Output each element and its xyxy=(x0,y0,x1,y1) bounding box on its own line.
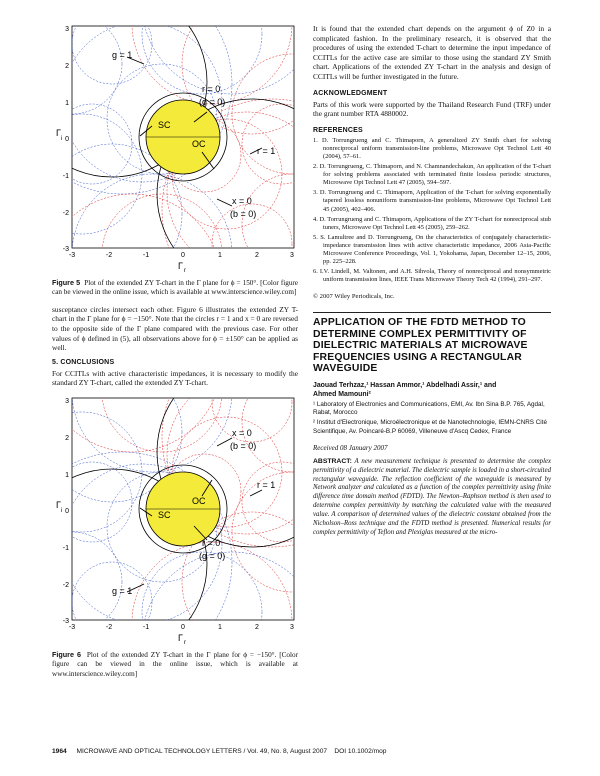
x-tick: -1 xyxy=(142,623,150,631)
x-axis-label: Γ xyxy=(178,632,183,643)
reference-item: 4. D. Torrungrueng and C. Thimaporn, Applications of the ZY T-chart for nonreciprocal stub tuners, Microwave Opt Technol Lett 45 (2005), 259–262. xyxy=(313,215,551,231)
annotation-oc: OC xyxy=(192,495,206,506)
authors-line-2: Ahmed Mamouni² xyxy=(313,390,371,398)
x-tick: -3 xyxy=(68,252,76,259)
annotation-g1: g = 1 xyxy=(112,585,133,596)
doi: DOI 10.1002/mop xyxy=(334,748,387,755)
acknowledgment-text: Parts of this work were supported by the Thailand Research Fund (TRF) under the grant number RTA 4880002. xyxy=(313,99,551,119)
y-tick: 1 xyxy=(65,471,69,479)
y-tick: -1 xyxy=(62,173,69,180)
y-tick: -3 xyxy=(62,246,69,253)
x-tick: 0 xyxy=(181,623,185,631)
journal-name: MICROWAVE AND OPTICAL TECHNOLOGY LETTERS / Vol. 49, No. 8, August 2007 xyxy=(76,748,328,755)
y-tick: -2 xyxy=(62,581,69,589)
references-heading: REFERENCES xyxy=(313,126,363,134)
x-tick: -2 xyxy=(105,623,113,631)
references-list xyxy=(313,137,551,285)
figure-5-caption xyxy=(52,278,298,298)
annotation-g0: (g = 0) xyxy=(199,550,226,561)
left-column xyxy=(52,24,298,679)
y-tick: -3 xyxy=(62,617,69,625)
x-tick: 2 xyxy=(255,623,259,631)
received-date: Received 08 January 2007 xyxy=(313,443,388,452)
left-paragraph: susceptance circles intersect each other. Figure 6 illustrates the extended ZY T-chart in the Γ plane for ϕ = −150°. Note that the circles r = 1 and x = 0 are reversed to the opposite side of the Γ plane compared with the previous case. For other values of ϕ defined in (5), all observations above for ϕ = ±150° can be applied as well. xyxy=(52,304,298,353)
reference-item: 5. S. Lamultree and D. Torrungrueng, On the characteristics of conjugately characteristic-impedance transmission lines with active characteristic impedance, 2006 Asia-Pacific Microwave Conference Proceedings, Vol. 1, Yokohama, Japan, December 12–15, 2006, pp. 225–228. xyxy=(313,233,551,266)
article-divider xyxy=(313,312,551,313)
annotation-b0: (b = 0) xyxy=(230,209,257,219)
y-tick: 1 xyxy=(65,100,69,107)
copyright: © 2007 Wiley Periodicals, Inc. xyxy=(313,293,395,301)
x-axis-label: Γ xyxy=(178,261,183,271)
right-paragraph: It is found that the extended chart depends on the argument ϕ of Z0 in a complicated fashion. In the preliminary research, it is observed that the procedures of using the extended T-chart to determine the input impedance of CCITLs for the active case are similar to those using the standard ZY Smith chart. Applications of the extended ZY T-chart in the analysis and design of CCITLs will be further investigated in the future. xyxy=(313,24,551,81)
y-axis-sub: i xyxy=(61,136,63,142)
y-tick: -2 xyxy=(62,210,69,217)
article-title: APPLICATION OF THE FDTD METHOD TO DETERMINE COMPLEX PERMITTIVITY OF DIELECTRIC MATERIALS AT MICROWAVE FREQUENCIES USING A RECTANGULAR WAVEGUIDE xyxy=(313,316,528,375)
page-footer xyxy=(52,748,552,755)
x-tick: 1 xyxy=(218,623,222,631)
figure-6-chart xyxy=(52,396,298,646)
x-axis-sub: r xyxy=(184,268,186,274)
y-tick: 0 xyxy=(65,136,69,143)
figure-5-chart xyxy=(52,24,298,274)
annotation-r1: r = 1 xyxy=(257,479,276,490)
annotation-r0: r = 0 xyxy=(202,537,221,548)
annotation-g1: g = 1 xyxy=(112,50,133,60)
figure-5 xyxy=(52,24,298,274)
y-axis-sub: i xyxy=(61,507,63,514)
y-tick: 3 xyxy=(65,397,69,405)
y-tick: -1 xyxy=(62,544,69,552)
right-column xyxy=(313,24,551,538)
x-tick: 1 xyxy=(218,252,222,259)
annotation-r0: r = 0 xyxy=(202,84,221,94)
figure-6-caption-label: Figure 6 xyxy=(52,649,82,659)
y-tick: 2 xyxy=(65,63,69,70)
x-tick: 3 xyxy=(290,252,294,259)
x-axis-sub: r xyxy=(184,639,186,646)
conclusions-heading: 5. CONCLUSIONS xyxy=(52,358,115,366)
abstract xyxy=(313,458,551,538)
x-tick: -1 xyxy=(142,252,150,259)
authors-line-1: Jaouad Terhzaz,¹ Hassan Ammor,¹ Abdelhadi Assir,¹ and xyxy=(313,381,497,389)
affiliation-1: ¹ Laboratory of Electronics and Communications, EMI, Av. Ibn Sina B.P. 765, Agdal, Rabat, Morocco xyxy=(313,400,545,417)
reference-item: 3. D. Torrungrueng and C. Thimaporn, Application of the T-chart for solving exponentially tapered lossless nonuniform transmission-line problems, Microwave Opt Technol Lett 45 (2005), 402–406. xyxy=(313,189,551,213)
x-tick: 2 xyxy=(255,252,259,259)
y-axis-label: Γ xyxy=(56,499,61,510)
abstract-text: A new measurement technique is presented to determine the complex permittivity of a dielectric material. The dielectric sample is loaded in a short-circuited rectangular waveguide. The reflection coefficient of the waveguide is measured by Network analyzer and calculated as a function of the complex permittivity using finite difference time domain method (FDTD). The Newton–Raphson method is then used to determine complex permittivity by matching the calculated value with the measured value. A comparison of determined values of the dielectric constant obtained from the Nicholson–Ross technique and the FDTD method is presented. Numerical results for complex permittivity of Teflon and Plexiglas measured at the micro- xyxy=(313,457,551,536)
reference-item: 6. I.V. Lindell, M. Valtonen, and A.H. Sihvola, Theory of nonreciprocal and nonsymmetric uniform transmission lines, IEEE Trans Microwave Theory Tech 42 (1994), 291–297. xyxy=(313,268,551,284)
figure-5-caption-label: Figure 5 xyxy=(52,278,81,287)
annotation-b0: (b = 0) xyxy=(230,440,257,451)
annotation-r1: r = 1 xyxy=(257,146,276,156)
x-tick: 3 xyxy=(290,623,294,631)
x-tick: -3 xyxy=(68,623,76,631)
x-tick: 0 xyxy=(181,252,185,259)
y-tick: 3 xyxy=(65,26,69,33)
conclusions-text: For CCITLs with active characteristic impedances, it is necessary to modify the standard ZY T-chart, called the extended ZY T-chart. xyxy=(52,368,298,388)
y-axis-label: Γ xyxy=(56,128,61,138)
affiliation-2: ² Institut d'Electronique, Microélectronique et de Nanotechnologie, IEMN-CNRS Cité Scientifique, Av. Poincaré-B.P 60069, Villeneuve d'Ascq Cedex, France xyxy=(313,419,547,435)
figure-6 xyxy=(52,396,298,646)
annotation-sc: SC xyxy=(158,120,171,130)
annotation-x0: x = 0 xyxy=(232,196,252,206)
figure-6-caption-text: Plot of the extended ZY T-chart in the Γ plane for ϕ = −150°. [Color figure can be viewed in the online issue, which is available at www.interscience.wiley.com] xyxy=(52,650,299,678)
reference-item: 2. D. Torrungrueng, C. Thimaporn, and N. Chamnandechakun, An application of the T-chart for solving problems associated with terminated finite lossless periodic structures, Microwave Opt Technol Lett 47 (2005), 594–597. xyxy=(313,163,551,187)
annotation-sc: SC xyxy=(158,509,171,520)
acknowledgment-heading: ACKNOWLEDGMENT xyxy=(313,89,388,97)
annotation-oc: OC xyxy=(192,139,206,149)
y-tick: 2 xyxy=(65,434,69,442)
figure-6-caption xyxy=(52,650,298,679)
annotation-g0: (g = 0) xyxy=(199,97,226,107)
reference-item: 1. D. Torrungrueng and C. Thimaporn, A generalized ZY Smith chart for solving nonreciprocal uniform transmission-line problems, Microwave Opt Technol Lett 40 (2004), 57–61. xyxy=(313,136,551,160)
page-number: 1964 xyxy=(52,748,67,755)
abstract-label: ABSTRACT: xyxy=(313,457,352,465)
annotation-x0: x = 0 xyxy=(232,427,252,438)
figure-5-caption-text: Plot of the extended ZY T-chart in the Γ plane for ϕ = 150°. [Color figure can be viewed in the online issue, which is available at www.interscience.wiley.com] xyxy=(52,279,299,297)
x-tick: -2 xyxy=(105,252,113,259)
y-tick: 0 xyxy=(65,507,69,515)
